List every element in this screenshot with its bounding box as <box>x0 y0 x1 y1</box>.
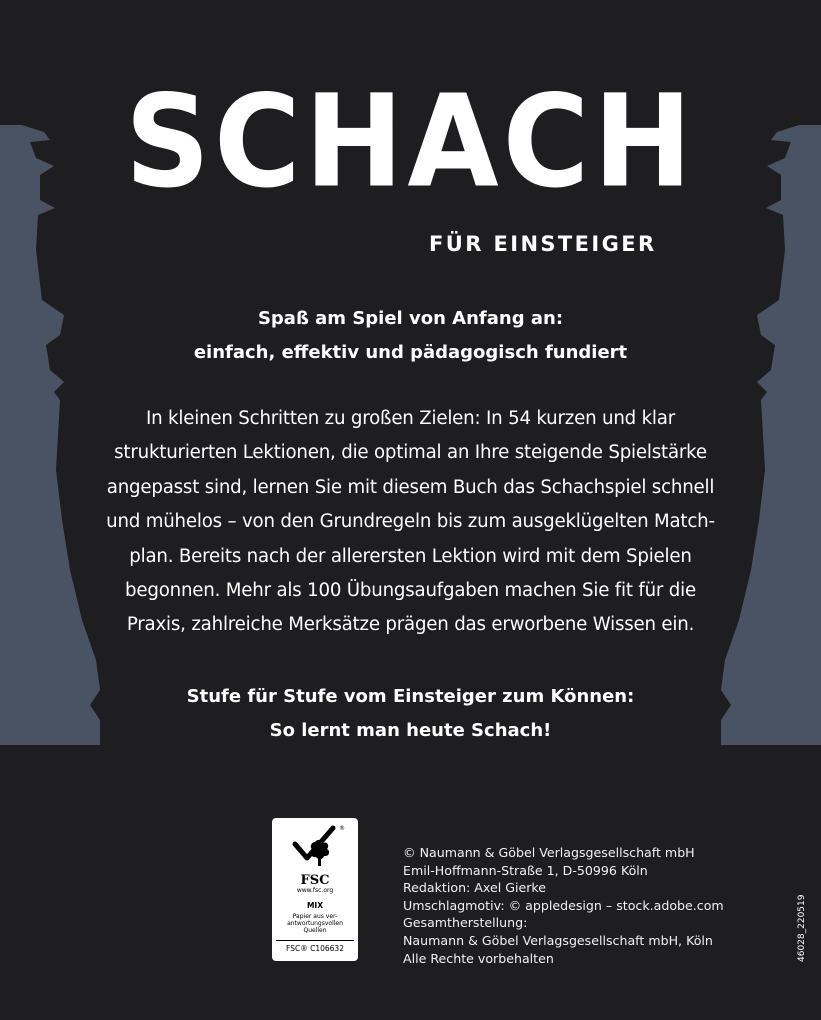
imprint-line: Umschlagmotiv: © appledesign – stock.adobe.com <box>403 897 724 913</box>
fsc-source-line: antwortungsvollen <box>287 920 343 927</box>
closing-line: Stufe für Stufe vom Einsteiger zum Können: <box>186 686 635 707</box>
description-paragraph <box>90 402 731 643</box>
description-line: Praxis, zahlreiche Merksätze prägen das erworbene Wissen ein. <box>126 614 695 636</box>
fsc-label <box>272 818 358 961</box>
article-number: 46028_220519 <box>797 894 807 962</box>
description-line: und mühelos – von den Grundregeln bis zum ausgeklügelten Match- <box>106 511 715 533</box>
description-line: begonnen. Mehr als 100 Übungsaufgaben machen Sie fit für die <box>125 580 696 602</box>
imprint-line: Alle Rechte vorbehalten <box>403 950 554 966</box>
imprint-line: Gesamtherstellung: <box>403 915 528 931</box>
lead-line: einfach, effektiv und pädagogisch fundiert <box>193 342 628 363</box>
fsc-source-text <box>272 913 358 934</box>
description-line: In kleinen Schritten zu großen Zielen: In 54 kurzen und klar <box>145 408 676 429</box>
publisher-imprint <box>403 844 724 967</box>
svg-text:®: ® <box>339 825 345 832</box>
fsc-mix-label: MIX <box>306 901 324 910</box>
description-line: angepasst sind, lernen Sie mit diesem Buch das Schachspiel schnell <box>106 476 715 498</box>
book-subtitle: FÜR EINSTEIGER <box>429 232 657 256</box>
fsc-source-line: Quellen <box>303 927 327 934</box>
imprint-line: Naumann & Göbel Verlagsgesellschaft mbH, Köln <box>403 932 713 948</box>
description-line: plan. Bereits nach der allerersten Lektion wird mit dem Spielen <box>129 545 692 567</box>
lead-line: Spaß am Spiel von Anfang an: <box>257 308 564 329</box>
closing-paragraph <box>0 680 821 748</box>
fsc-url: www.fsc.org <box>296 887 334 894</box>
description-line: strukturierten Lektionen, die optimal an Ihre steigende Spielstärke <box>114 442 707 464</box>
imprint-line: © Naumann & Göbel Verlagsgesellschaft mbH <box>403 845 695 860</box>
imprint-line: Redaktion: Axel Gierke <box>403 880 547 896</box>
closing-line: So lernt man heute Schach! <box>269 720 552 741</box>
fsc-source-line: Papier aus ver- <box>292 913 338 920</box>
fsc-tree-check-icon <box>287 822 343 868</box>
book-title: SCHACH <box>124 66 697 216</box>
fsc-license-code: FSC® C106632 <box>276 940 354 953</box>
imprint-line: Emil-Hoffmann-Straße 1, D-50996 Köln <box>403 862 648 878</box>
lead-paragraph <box>0 302 821 370</box>
fsc-brand: FSC <box>300 873 330 888</box>
